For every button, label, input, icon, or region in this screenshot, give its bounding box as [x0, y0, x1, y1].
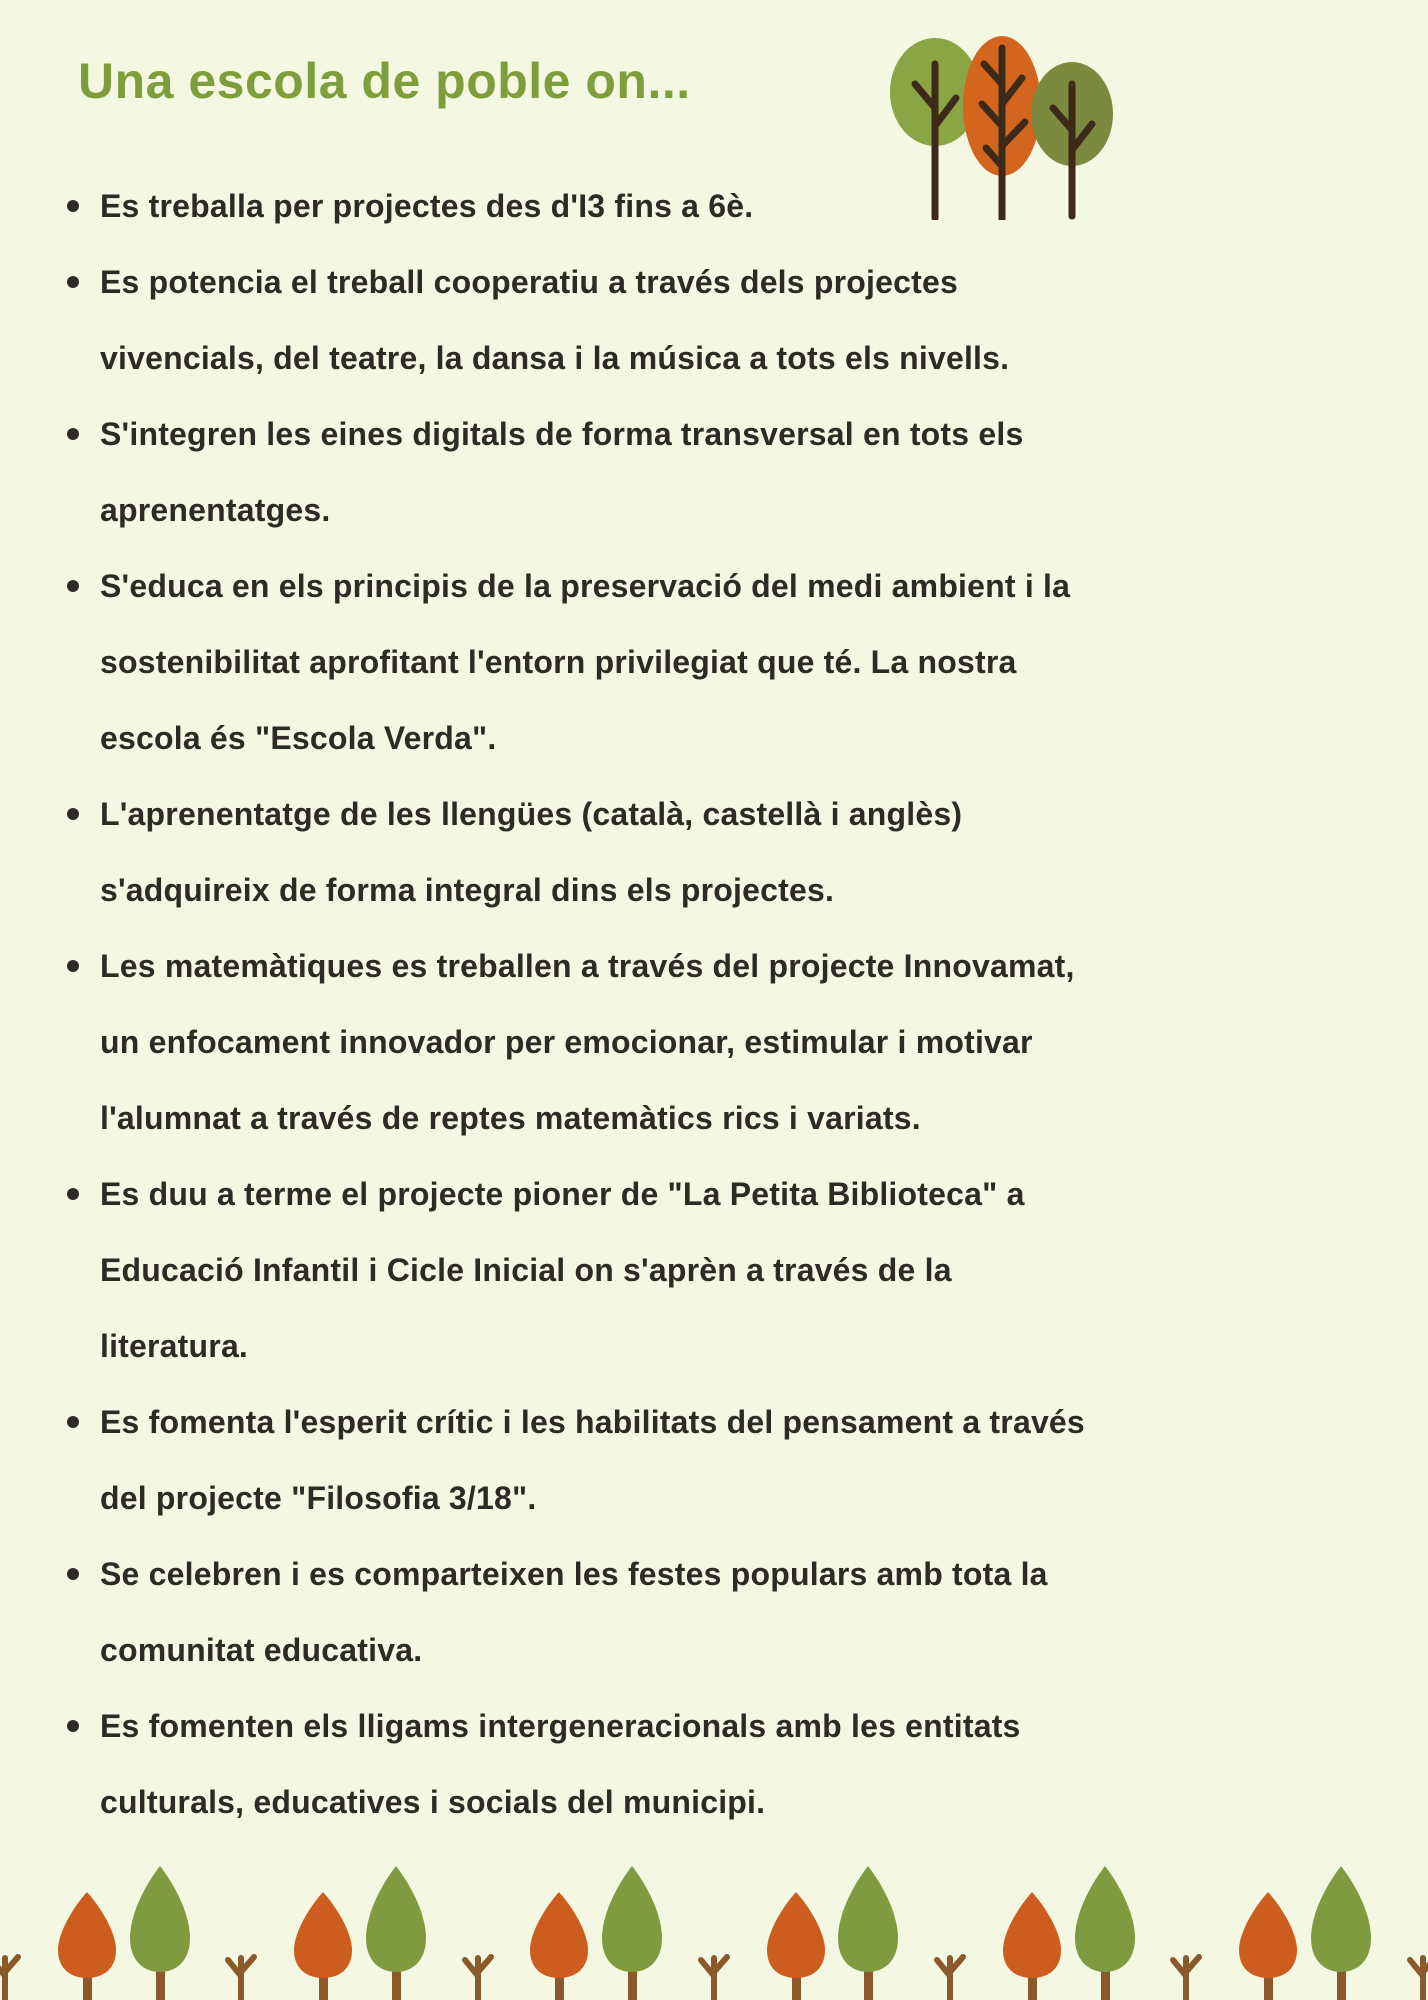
- green-tree-icon: [124, 1864, 196, 2000]
- orange-tree-icon: [51, 1890, 123, 2000]
- green-tree-icon: [596, 1864, 668, 2000]
- list-item: S'educa en els principis de la preservació del medi ambient i la sostenibilitat aprofitant l'entorn privilegiat que té. La nostra escola és "Escola Verda".: [62, 548, 1107, 776]
- sapling-icon: [931, 1942, 969, 2000]
- sapling-icon: [459, 1942, 497, 2000]
- list-item: Es potencia el treball cooperatiu a través dels projectes vivencials, del teatre, la dansa i la música a tots els nivells.: [62, 244, 1107, 396]
- sapling-icon: [1404, 1942, 1428, 2000]
- orange-tree-icon: [523, 1890, 595, 2000]
- page-title: Una escola de poble on...: [78, 53, 691, 109]
- sapling-icon: [0, 1942, 24, 2000]
- list-item: Es treballa per projectes des d'I3 fins a 6è.: [62, 168, 1107, 244]
- orange-tree-icon: [1232, 1890, 1304, 2000]
- orange-tree-icon: [996, 1890, 1068, 2000]
- sapling-icon: [222, 1942, 260, 2000]
- bullet-list: [62, 168, 1107, 1840]
- footer-decoration: [0, 1852, 1428, 2000]
- sapling-icon: [1167, 1942, 1205, 2000]
- orange-tree-icon: [287, 1890, 359, 2000]
- green-tree-icon: [360, 1864, 432, 2000]
- green-tree-icon: [1305, 1864, 1377, 2000]
- green-tree-icon: [832, 1864, 904, 2000]
- sapling-icon: [695, 1942, 733, 2000]
- list-item: L'aprenentatge de les llengües (català, castellà i anglès) s'adquireix de forma integral dins els projectes.: [62, 776, 1107, 928]
- green-tree-icon: [1069, 1864, 1141, 2000]
- list-item: Es duu a terme el projecte pioner de "La Petita Biblioteca" a Educació Infantil i Cicle Inicial on s'aprèn a través de la literatura.: [62, 1156, 1107, 1384]
- list-item: Les matemàtiques es treballen a través del projecte Innovamat, un enfocament innovador per emocionar, estimular i motivar l'alumnat a través de reptes matemàtics rics i variats.: [62, 928, 1107, 1156]
- orange-tree-icon: [760, 1890, 832, 2000]
- list-item: S'integren les eines digitals de forma transversal en tots els aprenentatges.: [62, 396, 1107, 548]
- list-item: Es fomenta l'esperit crític i les habilitats del pensament a través del projecte "Filosofia 3/18".: [62, 1384, 1107, 1536]
- list-item: Es fomenten els lligams intergeneracionals amb les entitats culturals, educatives i socials del municipi.: [62, 1688, 1107, 1840]
- list-item: Se celebren i es comparteixen les festes populars amb tota la comunitat educativa.: [62, 1536, 1107, 1688]
